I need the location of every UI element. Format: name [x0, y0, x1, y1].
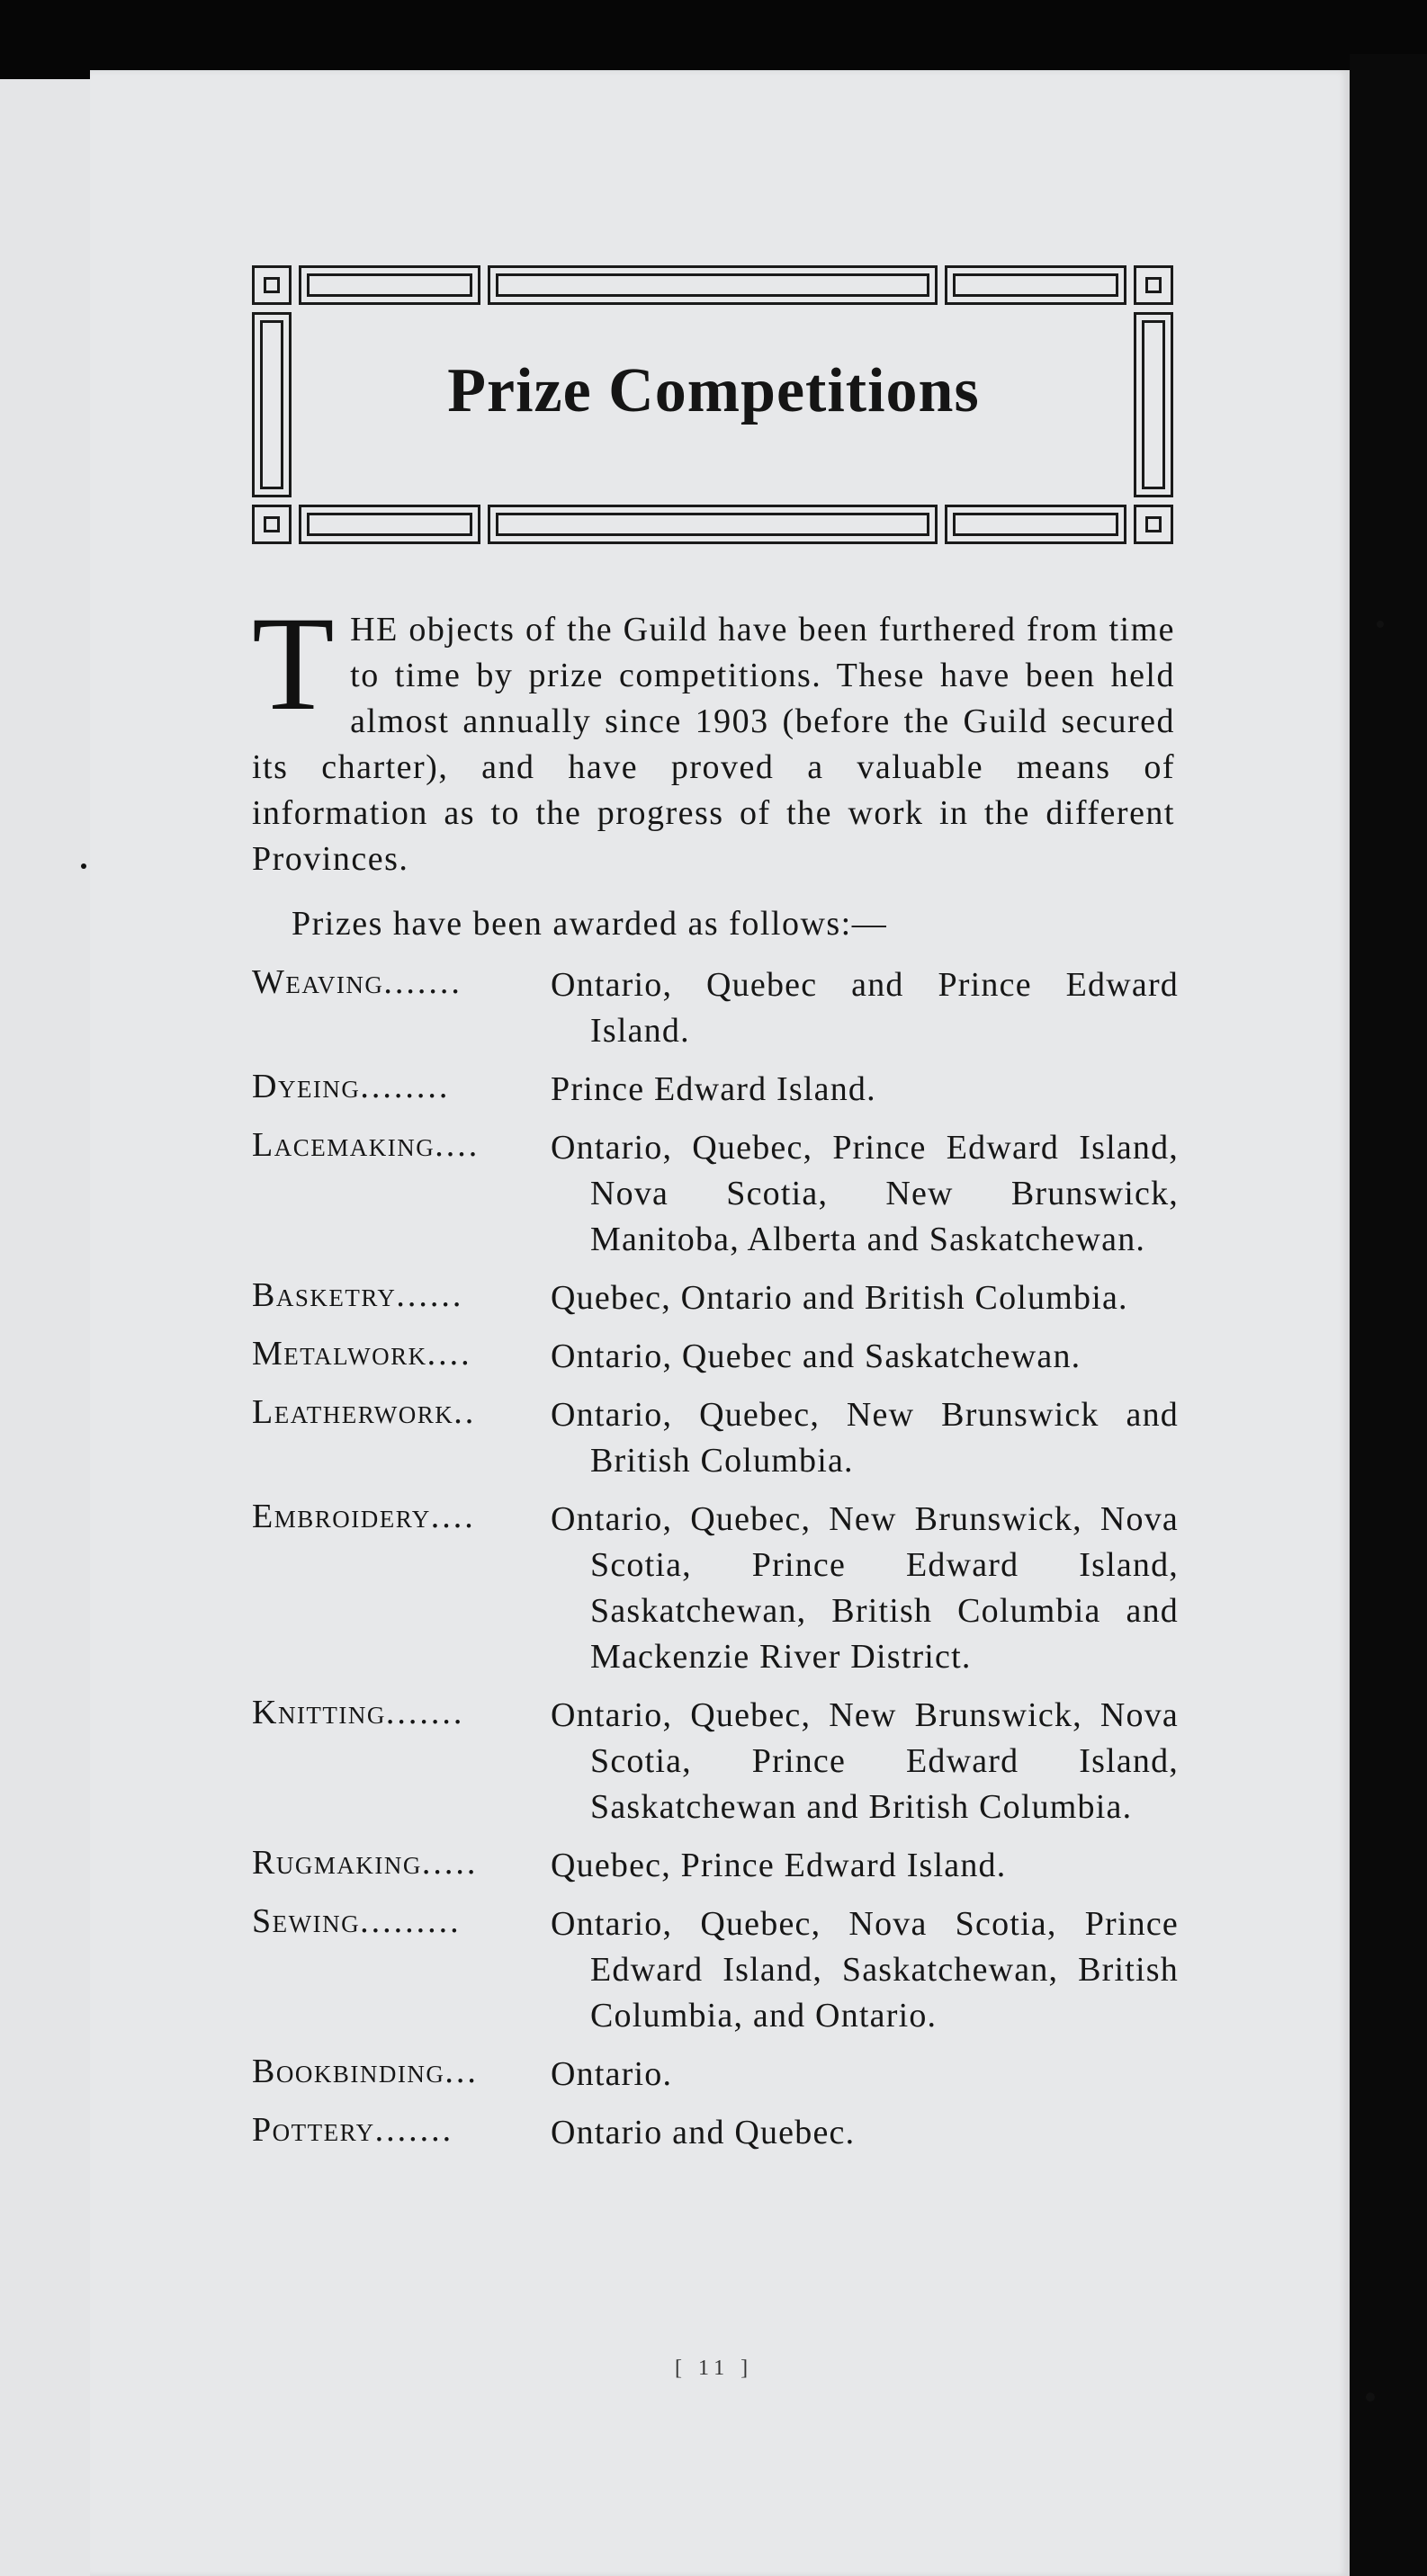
list-item — [252, 1497, 1179, 1680]
adjacent-page-edge — [0, 79, 92, 2576]
provinces-text: Ontario, Quebec, Prince Edward Island, Nova Scotia, New Brunswick, Manitoba, Alberta and Saskatchewan. — [551, 1129, 1179, 1258]
provinces-text: Quebec, Prince Edward Island. — [551, 1847, 1007, 1884]
page-title: Prize Competitions — [447, 356, 980, 425]
leader-dots: ...... — [396, 1276, 464, 1314]
craft-name: Weaving — [252, 963, 384, 1001]
scan-background-top — [0, 0, 1427, 81]
provinces-text: Ontario, Quebec and Saskatchewan. — [551, 1337, 1081, 1375]
provinces-text: Ontario, Quebec and Prince Edward Island. — [551, 966, 1179, 1050]
provinces-text: Ontario and Quebec. — [551, 2114, 856, 2151]
provinces-text: Prince Edward Island. — [551, 1070, 876, 1108]
leader-dots: ......... — [360, 1902, 462, 1940]
frame-corner-ornament — [1134, 505, 1173, 544]
provinces-text: Ontario, Quebec, New Brunswick and British Columbia. — [551, 1396, 1179, 1480]
craft-name: Bookbinding — [252, 2053, 445, 2090]
craft-name: Dyeing — [252, 1068, 361, 1105]
scan-speck — [1366, 2393, 1375, 2402]
leader-dots: ....... — [385, 1694, 465, 1731]
provinces-text: Ontario, Quebec, New Brunswick, Nova Scotia, Prince Edward Island, Saskatchewan, British Columbia and Mackenzie River District. — [551, 1500, 1179, 1676]
list-item — [252, 2052, 1179, 2097]
frame-bar — [945, 505, 1126, 544]
craft-name: Leatherwork — [252, 1393, 454, 1431]
scan-speck — [81, 863, 86, 869]
frame-bar — [488, 505, 938, 544]
leader-dots: .... — [426, 1335, 472, 1373]
craft-name: Metalwork — [252, 1335, 427, 1373]
craft-name: Sewing — [252, 1902, 361, 1940]
leader-dots: ....... — [383, 963, 462, 1001]
provinces-text: Quebec, Ontario and British Columbia. — [551, 1279, 1128, 1317]
intro-text: objects of the Guild have been furthered from time to time by prize competitions. These have been held almost annually since 1903 (before the Guild secured its charter), and have proved a valuable means of information as to the progress of the work in the different Provinces. — [252, 611, 1175, 878]
leader-dots: .... — [430, 1498, 476, 1535]
craft-name: Knitting — [252, 1694, 386, 1731]
list-item — [252, 1067, 1179, 1113]
frame-bar — [945, 265, 1126, 305]
craft-name: Embroidery — [252, 1498, 431, 1535]
frame-bar — [299, 265, 480, 305]
frame-bar — [488, 265, 938, 305]
list-item — [252, 1334, 1179, 1380]
list-item — [252, 2110, 1179, 2156]
prize-list — [252, 962, 1179, 2169]
frame-corner-ornament — [252, 265, 292, 305]
craft-name: Pottery — [252, 2111, 375, 2149]
leader-dots: ........ — [360, 1068, 451, 1105]
leader-dots: ..... — [421, 1844, 479, 1882]
list-intro: Prizes have been awarded as follows:— — [292, 905, 888, 943]
provinces-text: Ontario, Quebec, Nova Scotia, Prince Edward Island, Saskatchewan, British Columbia, and Ontario. — [551, 1905, 1179, 2035]
leader-dots: .... — [435, 1126, 480, 1164]
frame-corner-ornament — [252, 505, 292, 544]
list-item — [252, 1901, 1179, 2039]
leader-dots: ... — [444, 2053, 479, 2090]
intro-lead: HE — [350, 611, 399, 648]
craft-name: Lacemaking — [252, 1126, 435, 1164]
page-number: [ 11 ] — [675, 2357, 754, 2380]
provinces-text: Ontario. — [551, 2055, 673, 2093]
list-item — [252, 962, 1179, 1054]
craft-name: Basketry — [252, 1276, 397, 1314]
list-item — [252, 1693, 1179, 1830]
leader-dots: .. — [453, 1393, 477, 1431]
frame-bar — [299, 505, 480, 544]
list-item — [252, 1392, 1179, 1484]
intro-paragraph — [252, 589, 1175, 882]
leader-dots: ....... — [374, 2111, 454, 2149]
list-item — [252, 1843, 1179, 1889]
scan-speck — [1377, 621, 1384, 628]
list-item — [252, 1125, 1179, 1263]
craft-name: Rugmaking — [252, 1844, 422, 1882]
drop-cap: T — [252, 589, 337, 738]
scan-background-right — [1350, 54, 1427, 2576]
frame-corner-ornament — [1134, 265, 1173, 305]
provinces-text: Ontario, Quebec, New Brunswick, Nova Scotia, Prince Edward Island, Saskatchewan and British Columbia. — [551, 1696, 1179, 1826]
list-item — [252, 1275, 1179, 1321]
